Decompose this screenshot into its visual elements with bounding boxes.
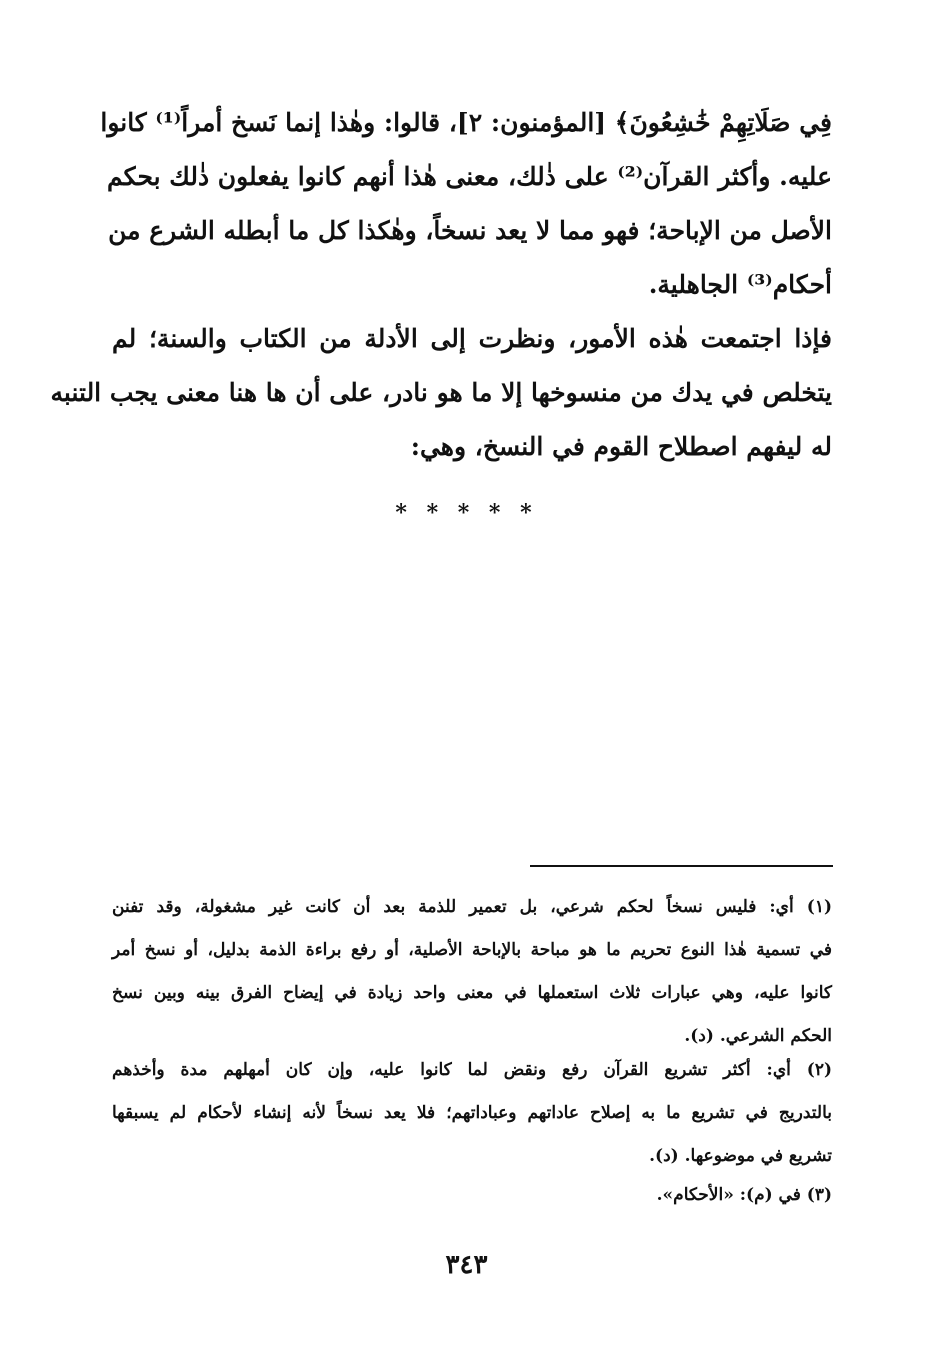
footnote-line: (٢) أي: أكثر تشريع القرآن رفع ونقض لما كانوا عليه، وإن كان أمهلهم مدة وأخذهم: [112, 1060, 832, 1080]
footnote-1: [112, 886, 832, 1058]
footnote-line: (١) أي: فليس نسخاً لحكم شرعي، بل تعمير للذمة بعد أن كانت غير مشغولة، وقد تفنن: [112, 897, 832, 917]
footnote-line: بالتدريج في تشريع ما به إصلاح عاداتهم وعباداتهم؛ فلا يعد نسخاً لأنه إنشاء لأحكام لم يسبقها: [112, 1103, 832, 1123]
footnote-line: تشريع في موضوعها. (د).: [649, 1146, 832, 1166]
footnote-line: كانوا عليه، وهي عبارات ثلاث استعملها في معنى واحد زيادة في إيضاح الفرق بينه وبين نسخ: [112, 983, 832, 1003]
text-line: يتخلص في يدك من منسوخها إلا ما هو نادر، على أن ها هنا معنى يجب التنبه: [50, 378, 832, 407]
footnote-line: (٣) في (م): «الأحكام».: [656, 1185, 832, 1205]
main-paragraph-1: [100, 96, 832, 312]
section-separator: * * * * *: [395, 500, 538, 526]
text-line: فِي صَلَاتِهِمْ خَٰشِعُونَ﴾ [المؤمنون: ٢]، قالوا: وهٰذا إنما نَسخ أمراً⁽¹⁾ كانوا: [100, 108, 832, 137]
main-paragraph-2: [50, 312, 832, 474]
text-line: له ليفهم اصطلاح القوم في النسخ، وهي:: [410, 432, 832, 461]
text-line: فإذا اجتمعت هٰذه الأمور، ونظرت إلى الأدلة من الكتاب والسنة؛ لم: [112, 324, 832, 353]
footnote-3: [112, 1174, 832, 1217]
text-line: أحكام⁽³⁾ الجاهلية.: [648, 270, 832, 299]
footnote-2: [112, 1049, 832, 1178]
page-number: ٣٤٣: [445, 1250, 488, 1280]
text-line: عليه. وأكثر القرآن⁽²⁾ على ذٰلك، معنى هٰذا أنهم كانوا يفعلون ذٰلك بحكم: [107, 162, 832, 191]
footnote-line: في تسمية هٰذا النوع تحريم ما هو مباحة بالإباحة الأصلية، أو رفع براءة الذمة بدليل، أو نسخ أمر: [112, 940, 832, 960]
footnote-divider: [530, 865, 833, 867]
footnote-line: الحكم الشرعي. (د).: [684, 1026, 832, 1046]
text-line: الأصل من الإباحة؛ فهو مما لا يعد نسخاً، وهٰكذا كل ما أبطله الشرع من: [108, 216, 832, 245]
